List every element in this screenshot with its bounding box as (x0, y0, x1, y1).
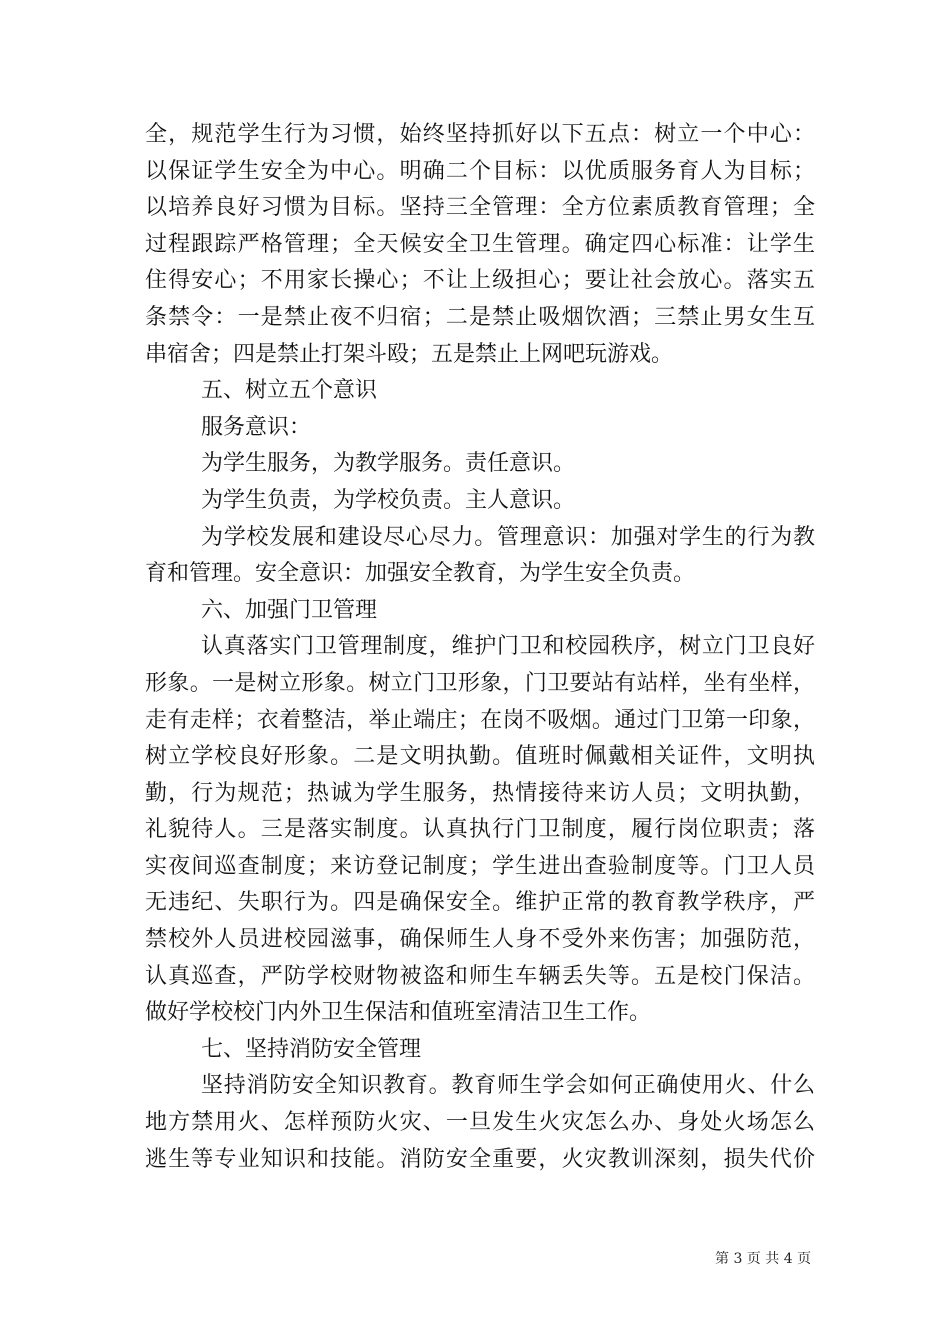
text-line: 以培养良好习惯为目标。坚持三全管理：全方位素质教育管理；全 (145, 195, 815, 221)
text-line: 为学生负责，为学校负责。主人意识。 (201, 487, 576, 513)
text-line: 地方禁用火、怎样预防火灾、一旦发生火灾怎么办、身处火场怎么 (145, 1110, 815, 1136)
text-line: 育和管理。安全意识：加强安全教育，为学生安全负责。 (145, 561, 696, 587)
text-line: 禁校外人员进校园滋事，确保师生人身不受外来伤害；加强防范， (145, 927, 815, 953)
text-line: 认真落实门卫管理制度，维护门卫和校园秩序，树立门卫良好 (201, 634, 815, 660)
text-line: 实夜间巡查制度；来访登记制度；学生进出查验制度等。门卫人员 (145, 853, 815, 879)
text-line: 串宿舍；四是禁止打架斗殴；五是禁止上网吧玩游戏。 (145, 341, 674, 367)
section-heading: 五、树立五个意识 (201, 378, 378, 404)
text-line: 走有走样；衣着整洁，举止端庄；在岗不吸烟。通过门卫第一印象， (145, 707, 815, 733)
text-line: 为学校发展和建设尽心尽力。管理意识：加强对学生的行为教 (201, 524, 815, 550)
text-line: 无违纪、失职行为。四是确保安全。维护正常的教育教学秩序，严 (145, 890, 815, 916)
text-line: 全，规范学生行为习惯，始终坚持抓好以下五点：树立一个中心： (145, 122, 815, 147)
section-heading: 七、坚持消防安全管理 (201, 1036, 422, 1062)
text-line: 条禁令：一是禁止夜不归宿；二是禁止吸烟饮酒；三禁止男女生互 (145, 304, 815, 330)
text-line: 认真巡查，严防学校财物被盗和师生车辆丢失等。五是校门保洁。 (145, 963, 815, 989)
page-number: 第 3 页 共 4 页 (715, 1251, 812, 1267)
text-line: 为学生服务，为教学服务。责任意识。 (201, 451, 576, 477)
text-line: 做好学校校门内外卫生保洁和值班室清洁卫生工作。 (145, 1000, 652, 1026)
text-line: 形象。一是树立形象。树立门卫形象，门卫要站有站样，坐有坐样， (145, 670, 815, 696)
text-line: 逃生等专业知识和技能。消防安全重要，火灾教训深刻，损失代价 (145, 1146, 815, 1172)
text-line: 树立学校良好形象。二是文明执勤。值班时佩戴相关证件，文明执 (145, 744, 815, 770)
text-line: 坚持消防安全知识教育。教育师生学会如何正确使用火、什么 (201, 1073, 815, 1099)
text-line: 礼貌待人。三是落实制度。认真执行门卫制度，履行岗位职责；落 (145, 817, 815, 843)
text-line: 住得安心；不用家长操心；不让上级担心；要让社会放心。落实五 (145, 268, 815, 294)
section-heading: 六、加强门卫管理 (201, 597, 378, 623)
text-line: 服务意识： (201, 414, 312, 440)
text-line: 以保证学生安全为中心。明确二个目标：以优质服务育人为目标； (145, 158, 815, 184)
text-line: 勤，行为规范；热诚为学生服务，热情接待来访人员；文明执勤， (145, 780, 815, 806)
text-line: 过程跟踪严格管理；全天候安全卫生管理。确定四心标准：让学生 (145, 231, 815, 257)
document-body (145, 117, 815, 1178)
